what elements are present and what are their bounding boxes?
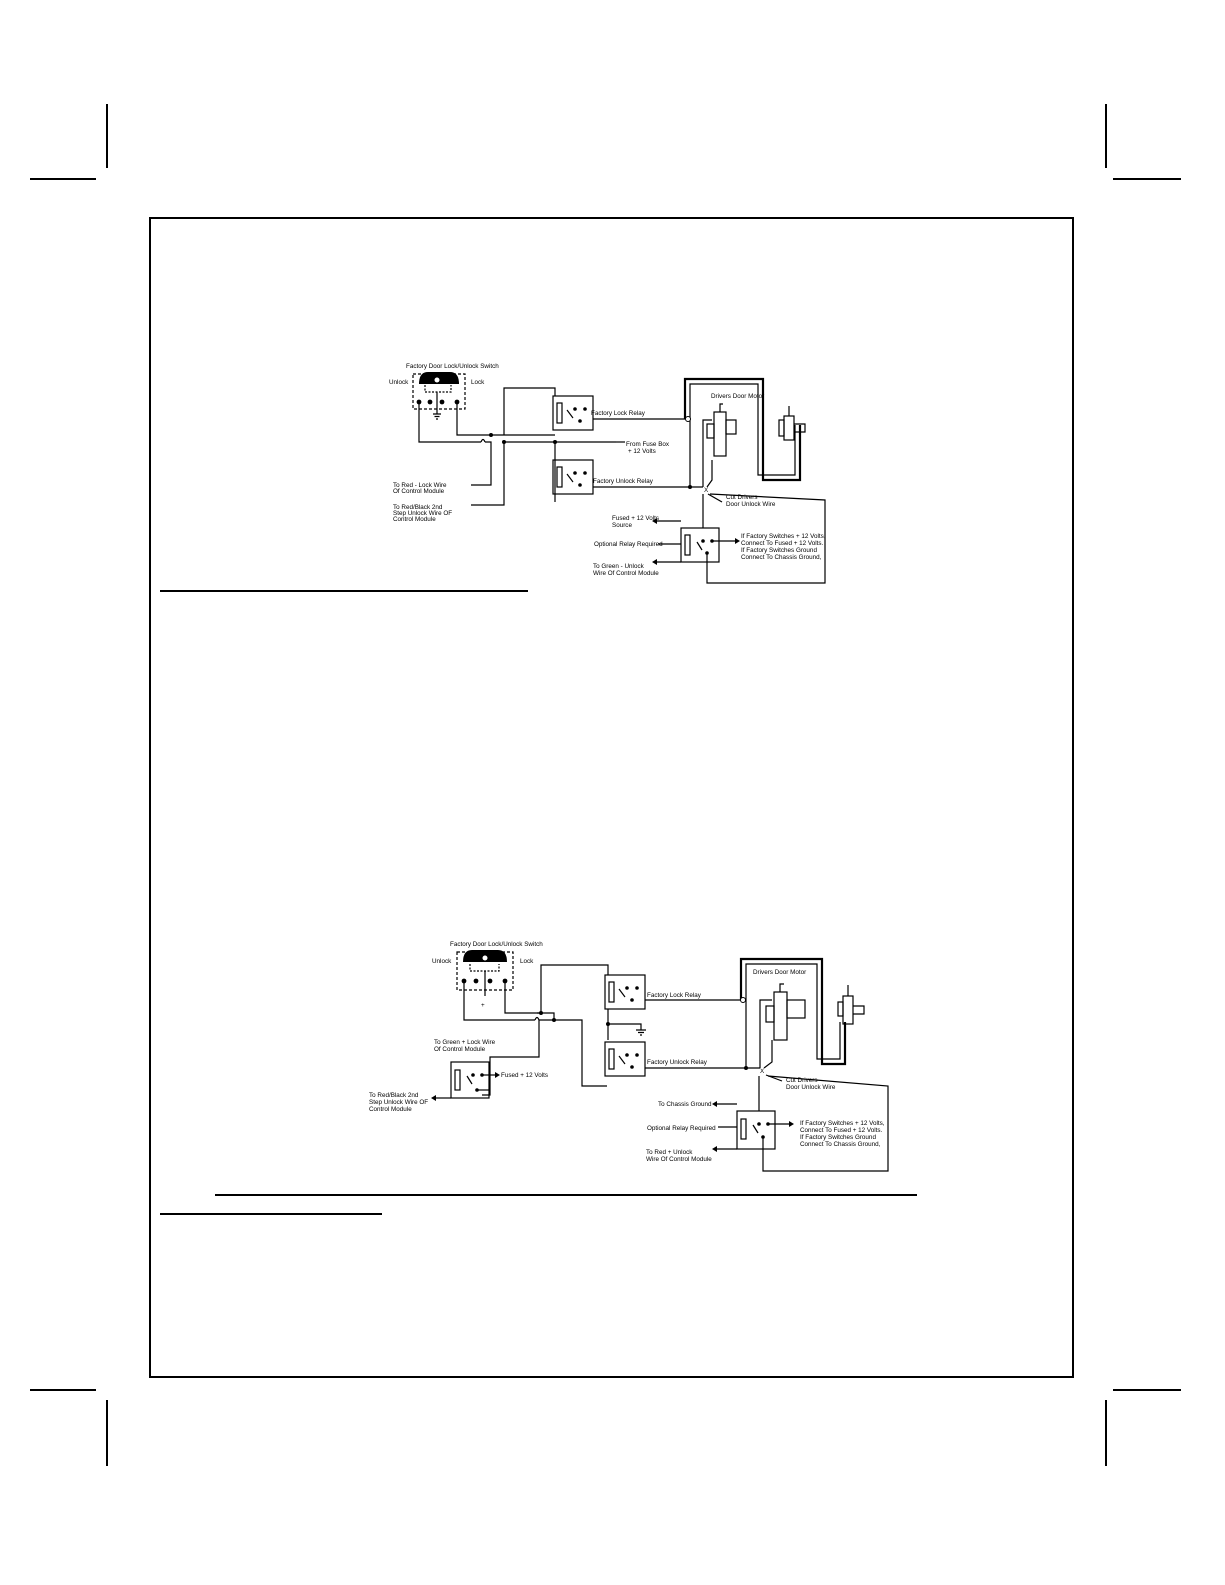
redblack-label-3: Control Module	[393, 516, 436, 523]
note-line-2: Connect To Fused + 12 Volts.	[741, 540, 824, 547]
note2-line-4: Connect To Chassis Ground,	[800, 1141, 881, 1148]
green-unlock-label: To Green - Unlock	[593, 563, 644, 570]
lock-label: Lock	[471, 379, 485, 386]
note-line-1: If Factory Switches + 12 Volts,	[741, 533, 826, 540]
green-lock-label: To Green + Lock Wire	[434, 1039, 496, 1046]
cut-mark: X	[704, 487, 709, 494]
lock-label-2: Lock	[520, 958, 534, 965]
cut-wire-label-2: Door Unlock Wire	[726, 501, 776, 508]
redblack-label-2b: Step Unlock Wire OF	[369, 1099, 429, 1106]
fused-source-label-2: Source	[612, 522, 632, 529]
note2-line-2: Connect To Fused + 12 Volts.	[800, 1127, 883, 1134]
unlock-relay-label-2: Factory Unlock Relay	[647, 1059, 707, 1066]
redblack-label-2c: Control Module	[369, 1106, 412, 1113]
note2-line-3: If Factory Switches Ground	[800, 1134, 876, 1141]
unlock-label-2: Unlock	[432, 958, 452, 965]
note-line-4: Connect To Chassis Ground,	[741, 554, 822, 561]
redblack-label: To Red/Black 2nd	[393, 504, 443, 511]
lock-relay-label: Factory Lock Relay	[591, 410, 645, 417]
motor-label: Drivers Door Motor	[711, 393, 765, 400]
red-unlock-label: To Red + Unlock	[646, 1149, 693, 1156]
cut-mark-2: X	[760, 1068, 765, 1075]
redblack-label-2: Step Unlock Wire OF	[393, 510, 453, 517]
factory-lock-relay-2	[605, 975, 645, 1009]
optional-relay-2	[737, 1111, 775, 1149]
cut-wire-label-2b: Door Unlock Wire	[786, 1084, 836, 1091]
drivers-door-motor-2	[766, 984, 805, 1040]
red-lock-label-2: Of Control Module	[393, 488, 445, 495]
fused-source-label: Fused + 12 Volts	[612, 515, 660, 522]
unlock-label: Unlock	[389, 379, 409, 386]
switch-title: Factory Door Lock/Unlock Switch	[406, 363, 499, 370]
lock-relay-label-2: Factory Lock Relay	[647, 992, 701, 999]
green-unlock-label-2: Wire Of Control Module	[593, 570, 659, 577]
fused-label: Fused + 12 Volts	[501, 1072, 549, 1079]
fuse-box-label: From Fuse Box	[626, 441, 670, 448]
note2-line-1: If Factory Switches + 12 Volts,	[800, 1120, 885, 1127]
optional-relay-label: Optional Relay Required	[594, 541, 663, 548]
cut-wire-label-2: Cut Drivers	[786, 1077, 818, 1084]
plus-sign: +	[481, 1002, 485, 1009]
note-line-3: If Factory Switches Ground	[741, 547, 817, 554]
door-lock-actuator-2	[838, 985, 864, 1024]
optional-relay-label-2: Optional Relay Required	[647, 1125, 716, 1132]
red-lock-label: To Red - Lock Wire	[393, 482, 447, 489]
cut-wire-label: Cut Drivers	[726, 494, 758, 501]
unlock-relay-label: Factory Unlock Relay	[593, 478, 653, 485]
switch-title-2: Factory Door Lock/Unlock Switch	[450, 941, 543, 948]
red-unlock-label-2: Wire Of Control Module	[646, 1156, 712, 1163]
green-lock-label-2: Of Control Module	[434, 1046, 486, 1053]
fuse-box-volts: + 12 Volts	[628, 448, 656, 455]
redblack-label-2a: To Red/Black 2nd	[369, 1092, 419, 1099]
motor-label-2: Drivers Door Motor	[753, 969, 807, 976]
left-relay	[451, 1062, 489, 1098]
factory-unlock-relay-2	[605, 1042, 645, 1076]
chassis-label: To Chassis Ground	[658, 1101, 712, 1108]
